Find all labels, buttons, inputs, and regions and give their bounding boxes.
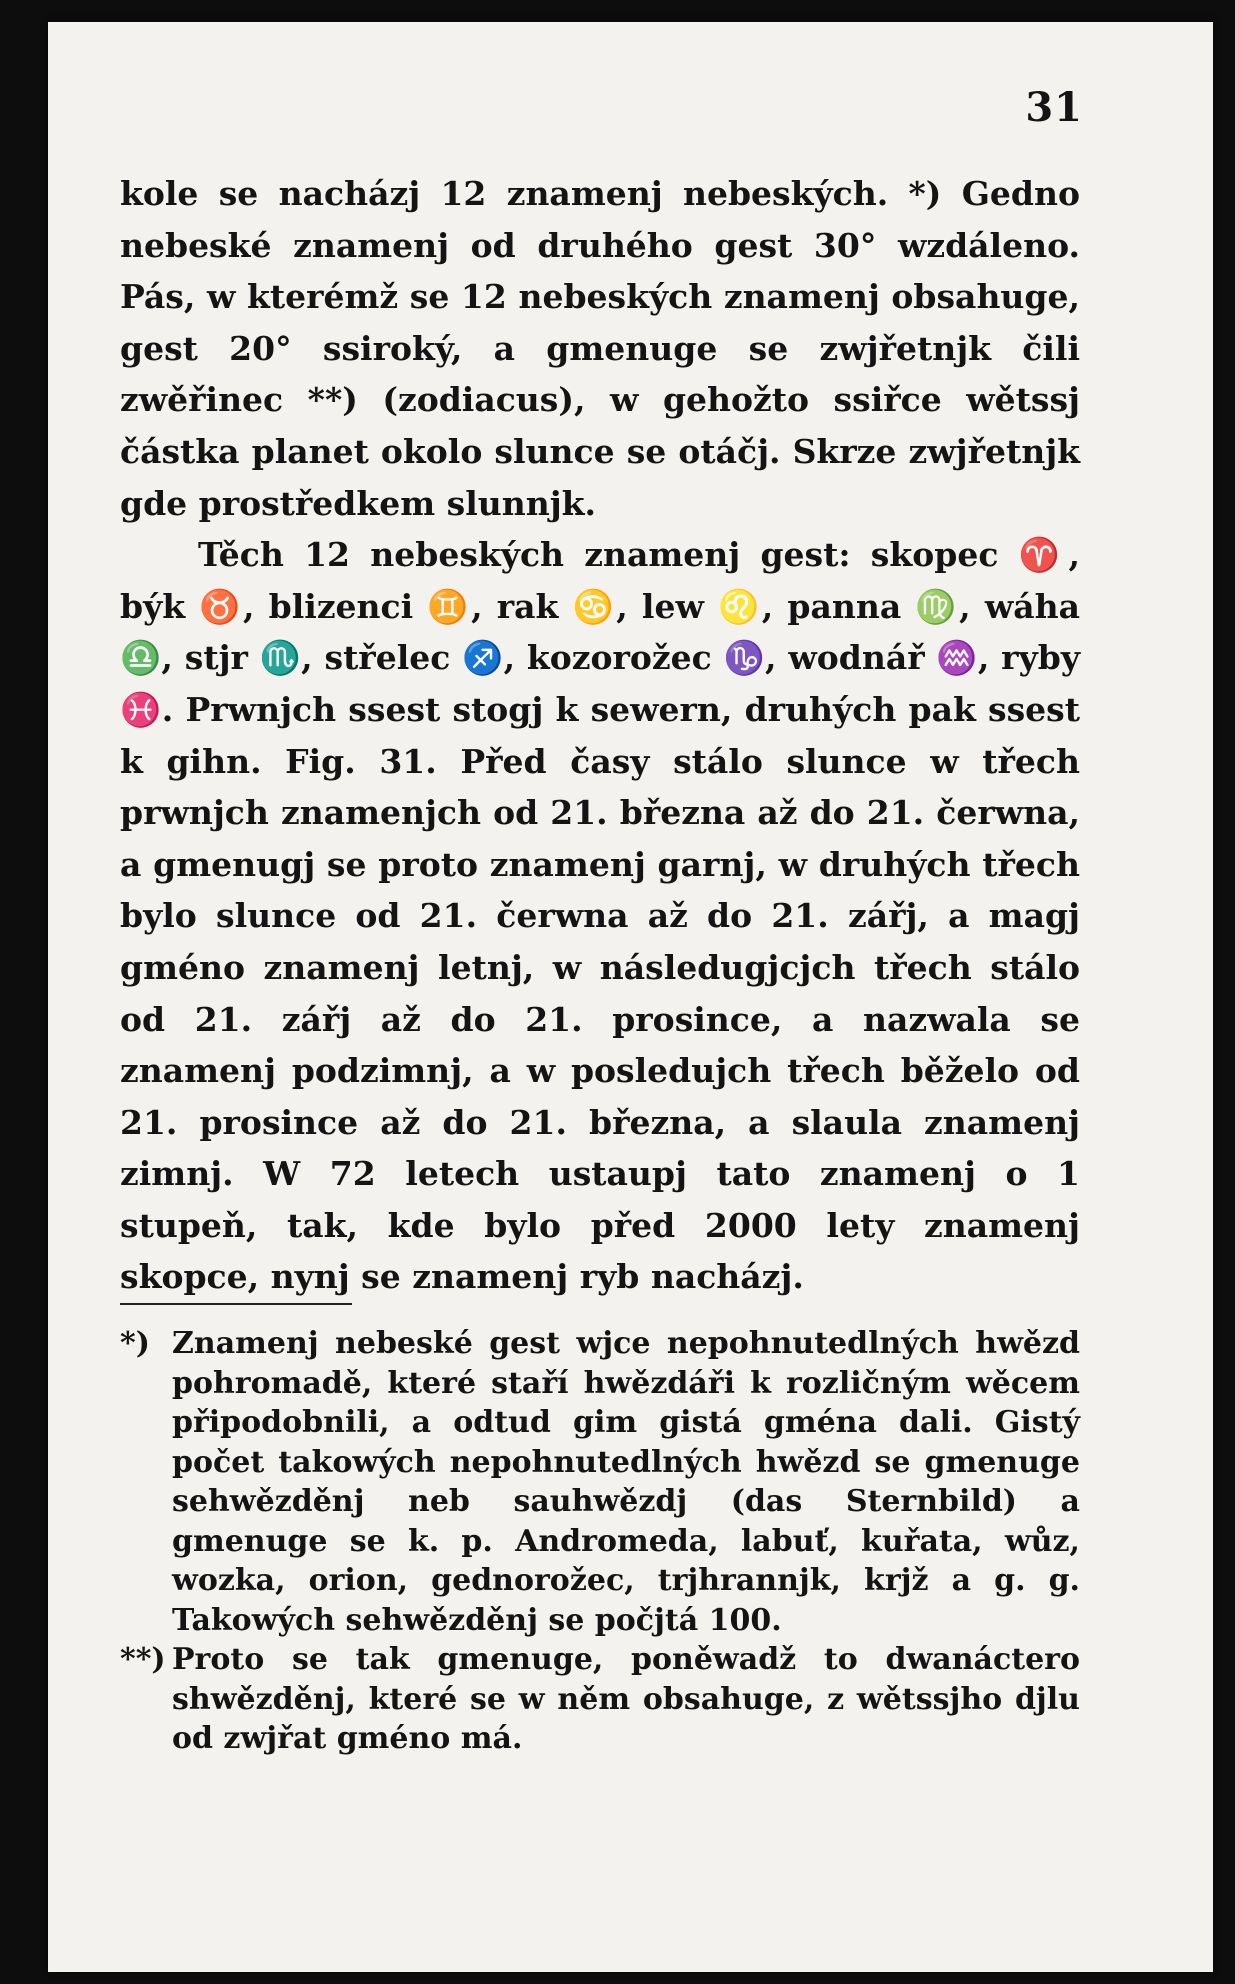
paragraph-2: Těch 12 nebeských znamenj gest: skopec ♈, býk ♉, blizenci ♊, rak ♋, lew ♌, panna ♍, wáha ♎, stjr ♏, střelec ♐, kozorožec ♑, wodnář ♒, ryby ♓. Prwnjch ssest stogj k sewern, druhých pak ssest k gihn. Fig. 31. Před časy stálo slunce w třech prwnjch znamenjch od 21. března až do 21. čerwna, a gmenugj se proto znamenj garnj, w druhých třech bylo slunce od 21. čerwna až do 21. zářj, a magj gméno znamenj letnj, w následugjcjch třech stálo od 21. zářj až do 21. prosince, a nazwala se znamenj podzimnj, a w posledujch třech běželo od 21. prosince až do 21. března, a slaula znamenj zimnj. W 72 letech ustaupj tato znamenj o 1 stupeň, tak, kde bylo před 2000 lety znamenj skopce, nynj se znamenj ryb nacházj. [120, 535, 1080, 1297]
footnote-mark: **) [120, 1642, 166, 1677]
footnote-2 [120, 1640, 1080, 1759]
footnote-text: Proto se tak gmenuge, poněwadž to dwanáctero shwězděnj, které se w něm obsahuge, z wětssjho djlu od zwjřat gméno má. [172, 1642, 1080, 1756]
page-number: 31 [1025, 84, 1083, 131]
footnote-1 [120, 1324, 1080, 1640]
main-text [120, 168, 1080, 1303]
footnote-text: Znamenj nebeské gest wjce nepohnutedlných hwězd pohromadě, které staří hwězdáři k rozličným wěcem připodobnili, a odtud gim gistá gména dali. Gistý počet takowých nepohnutedlných hwězd se gmenuge sehwězděnj neb sauhwězdj (das Sternbild) a gmenuge se k. p. Andromeda, labuť, kuřata, wůz, wozka, orion, gednorožec, trjhrannjk, krjž a g. g. Takowých sehwězděnj se počjtá 100. [172, 1326, 1080, 1638]
book-page [48, 22, 1213, 1972]
paragraph-1: kole se nacházj 12 znamenj nebeských. *) Gedno nebeské znamenj od druhého gest 30° wzdáleno. Pás, w kterémž se 12 nebeských znamenj obsahuge, gest 20° ssiroký, a gmenuge se zwjřetnjk čili zwěřinec **) (zodiacus), w gehožto ssiřce wětssj částka planet okolo slunce se otáčj. Skrze zwjřetnjk gde prostředkem slunnjk. [120, 174, 1080, 523]
footnote-mark: *) [120, 1326, 150, 1361]
footnote-divider [120, 1303, 352, 1305]
footnotes [120, 1324, 1080, 1759]
